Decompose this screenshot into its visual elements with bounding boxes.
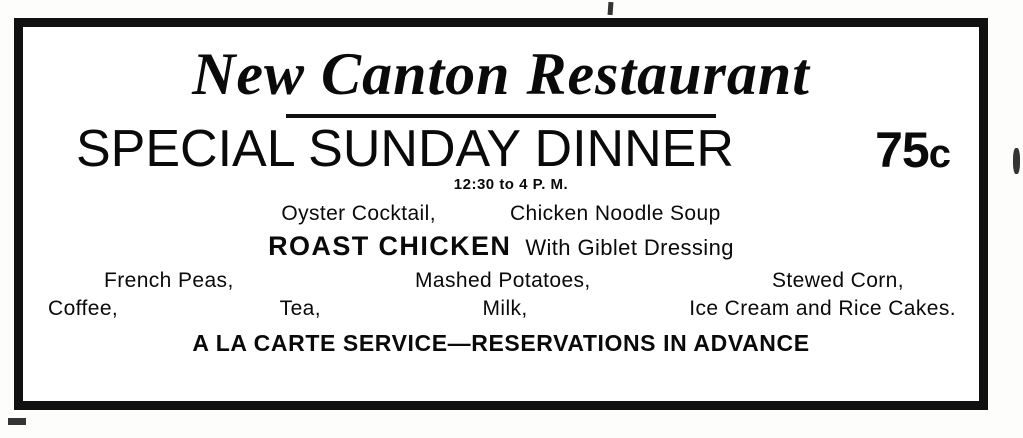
menu-course-beverages-dessert [42, 297, 960, 321]
menu-item: French Peas, [104, 269, 234, 292]
menu-item: Ice Cream and Rice Cakes. [689, 297, 956, 320]
entree-name: ROAST CHICKEN [268, 231, 512, 261]
menu-course-sides [42, 269, 960, 293]
special-headline-row [42, 120, 960, 180]
ad-content [23, 27, 979, 401]
menu-item: Coffee, [48, 297, 119, 320]
menu-course-appetizers [42, 202, 960, 226]
menu-item: Oyster Cocktail, [281, 202, 436, 225]
entree-description: With Giblet Dressing [525, 235, 734, 260]
price-cents-symbol: c [928, 132, 950, 176]
ink-speck-icon [608, 2, 614, 15]
ink-speck-icon [8, 418, 26, 425]
menu-item: Tea, [279, 297, 321, 320]
special-headline: SPECIAL SUNDAY DINNER [76, 120, 734, 178]
menu-item: Chicken Noodle Soup [509, 202, 721, 225]
serving-hours: 12:30 to 4 P. M. [453, 176, 569, 193]
price [875, 122, 950, 182]
menu-item: Milk, [482, 297, 528, 320]
ad-border-frame [14, 18, 988, 410]
menu-item: Mashed Potatoes, [415, 269, 591, 292]
restaurant-name: New Canton Restaurant [192, 41, 810, 107]
menu-course-entree [42, 231, 960, 262]
ink-speck-icon [1013, 148, 1020, 174]
service-footer: A LA CARTE SERVICE—RESERVATIONS IN ADVANCE [192, 330, 810, 356]
price-amount: 75 [875, 122, 929, 178]
menu-item: Stewed Corn, [771, 269, 904, 292]
title-divider [286, 114, 716, 118]
